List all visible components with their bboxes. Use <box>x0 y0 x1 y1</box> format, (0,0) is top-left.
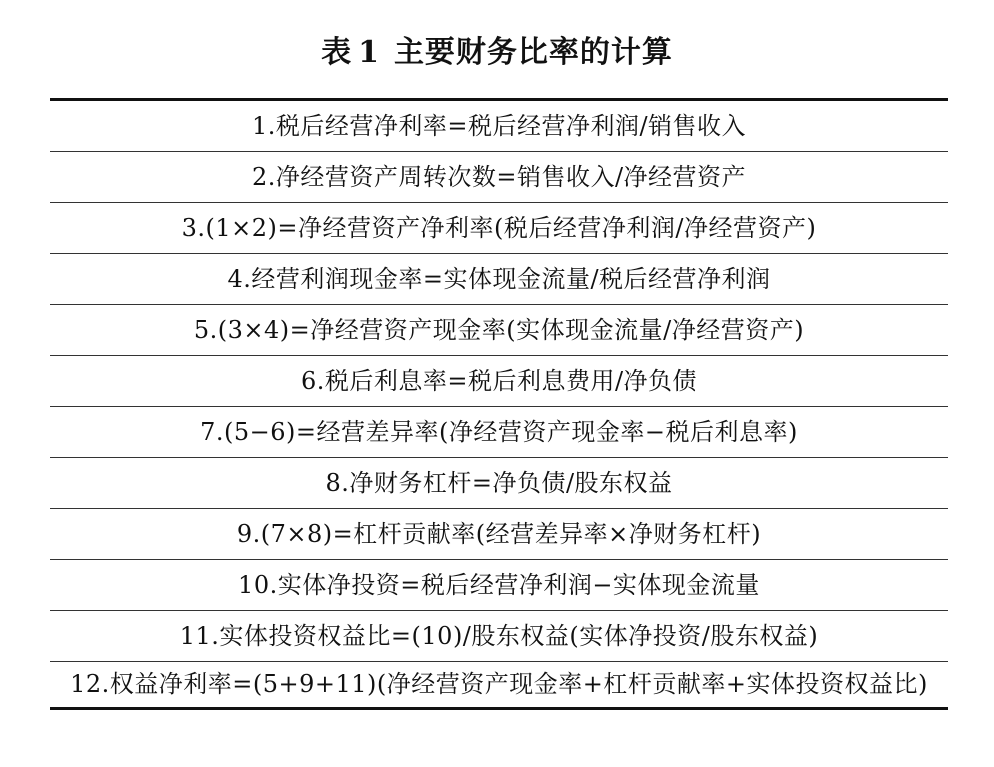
table-title-number: 1 <box>358 35 380 70</box>
table-title-text: 主要财务比率的计算 <box>393 35 673 70</box>
table-row: 8.净财务杠杆=净负债/股东权益 <box>50 458 948 509</box>
table-row: 1.税后经营净利率=税后经营净利润/销售收入 <box>50 101 948 152</box>
table-title-prefix: 表 <box>321 35 353 70</box>
table-row: 10.实体净投资=税后经营净利润−实体现金流量 <box>50 560 948 611</box>
table-row: 12.权益净利率=(5+9+11)(净经营资产现金率+杠杆贡献率+实体投资权益比) <box>70 670 928 698</box>
ratio-table <box>50 98 948 710</box>
table-title <box>0 30 994 76</box>
table-row: 3.(1×2)=净经营资产净利率(税后经营净利润/净经营资产) <box>50 203 948 254</box>
table-row: 4.经营利润现金率=实体现金流量/税后经营净利润 <box>50 254 948 305</box>
table-row: 9.(7×8)=杠杆贡献率(经营差异率×净财务杠杆) <box>50 509 948 560</box>
table-row: 11.实体投资权益比=(10)/股东权益(实体净投资/股东权益) <box>50 611 948 662</box>
table-row: 6.税后利息率=税后利息费用/净负债 <box>50 356 948 407</box>
table-row: 7.(5−6)=经营差异率(净经营资产现金率−税后利息率) <box>50 407 948 458</box>
table-row: 5.(3×4)=净经营资产现金率(实体现金流量/净经营资产) <box>50 305 948 356</box>
table-row: 2.净经营资产周转次数=销售收入/净经营资产 <box>50 152 948 203</box>
